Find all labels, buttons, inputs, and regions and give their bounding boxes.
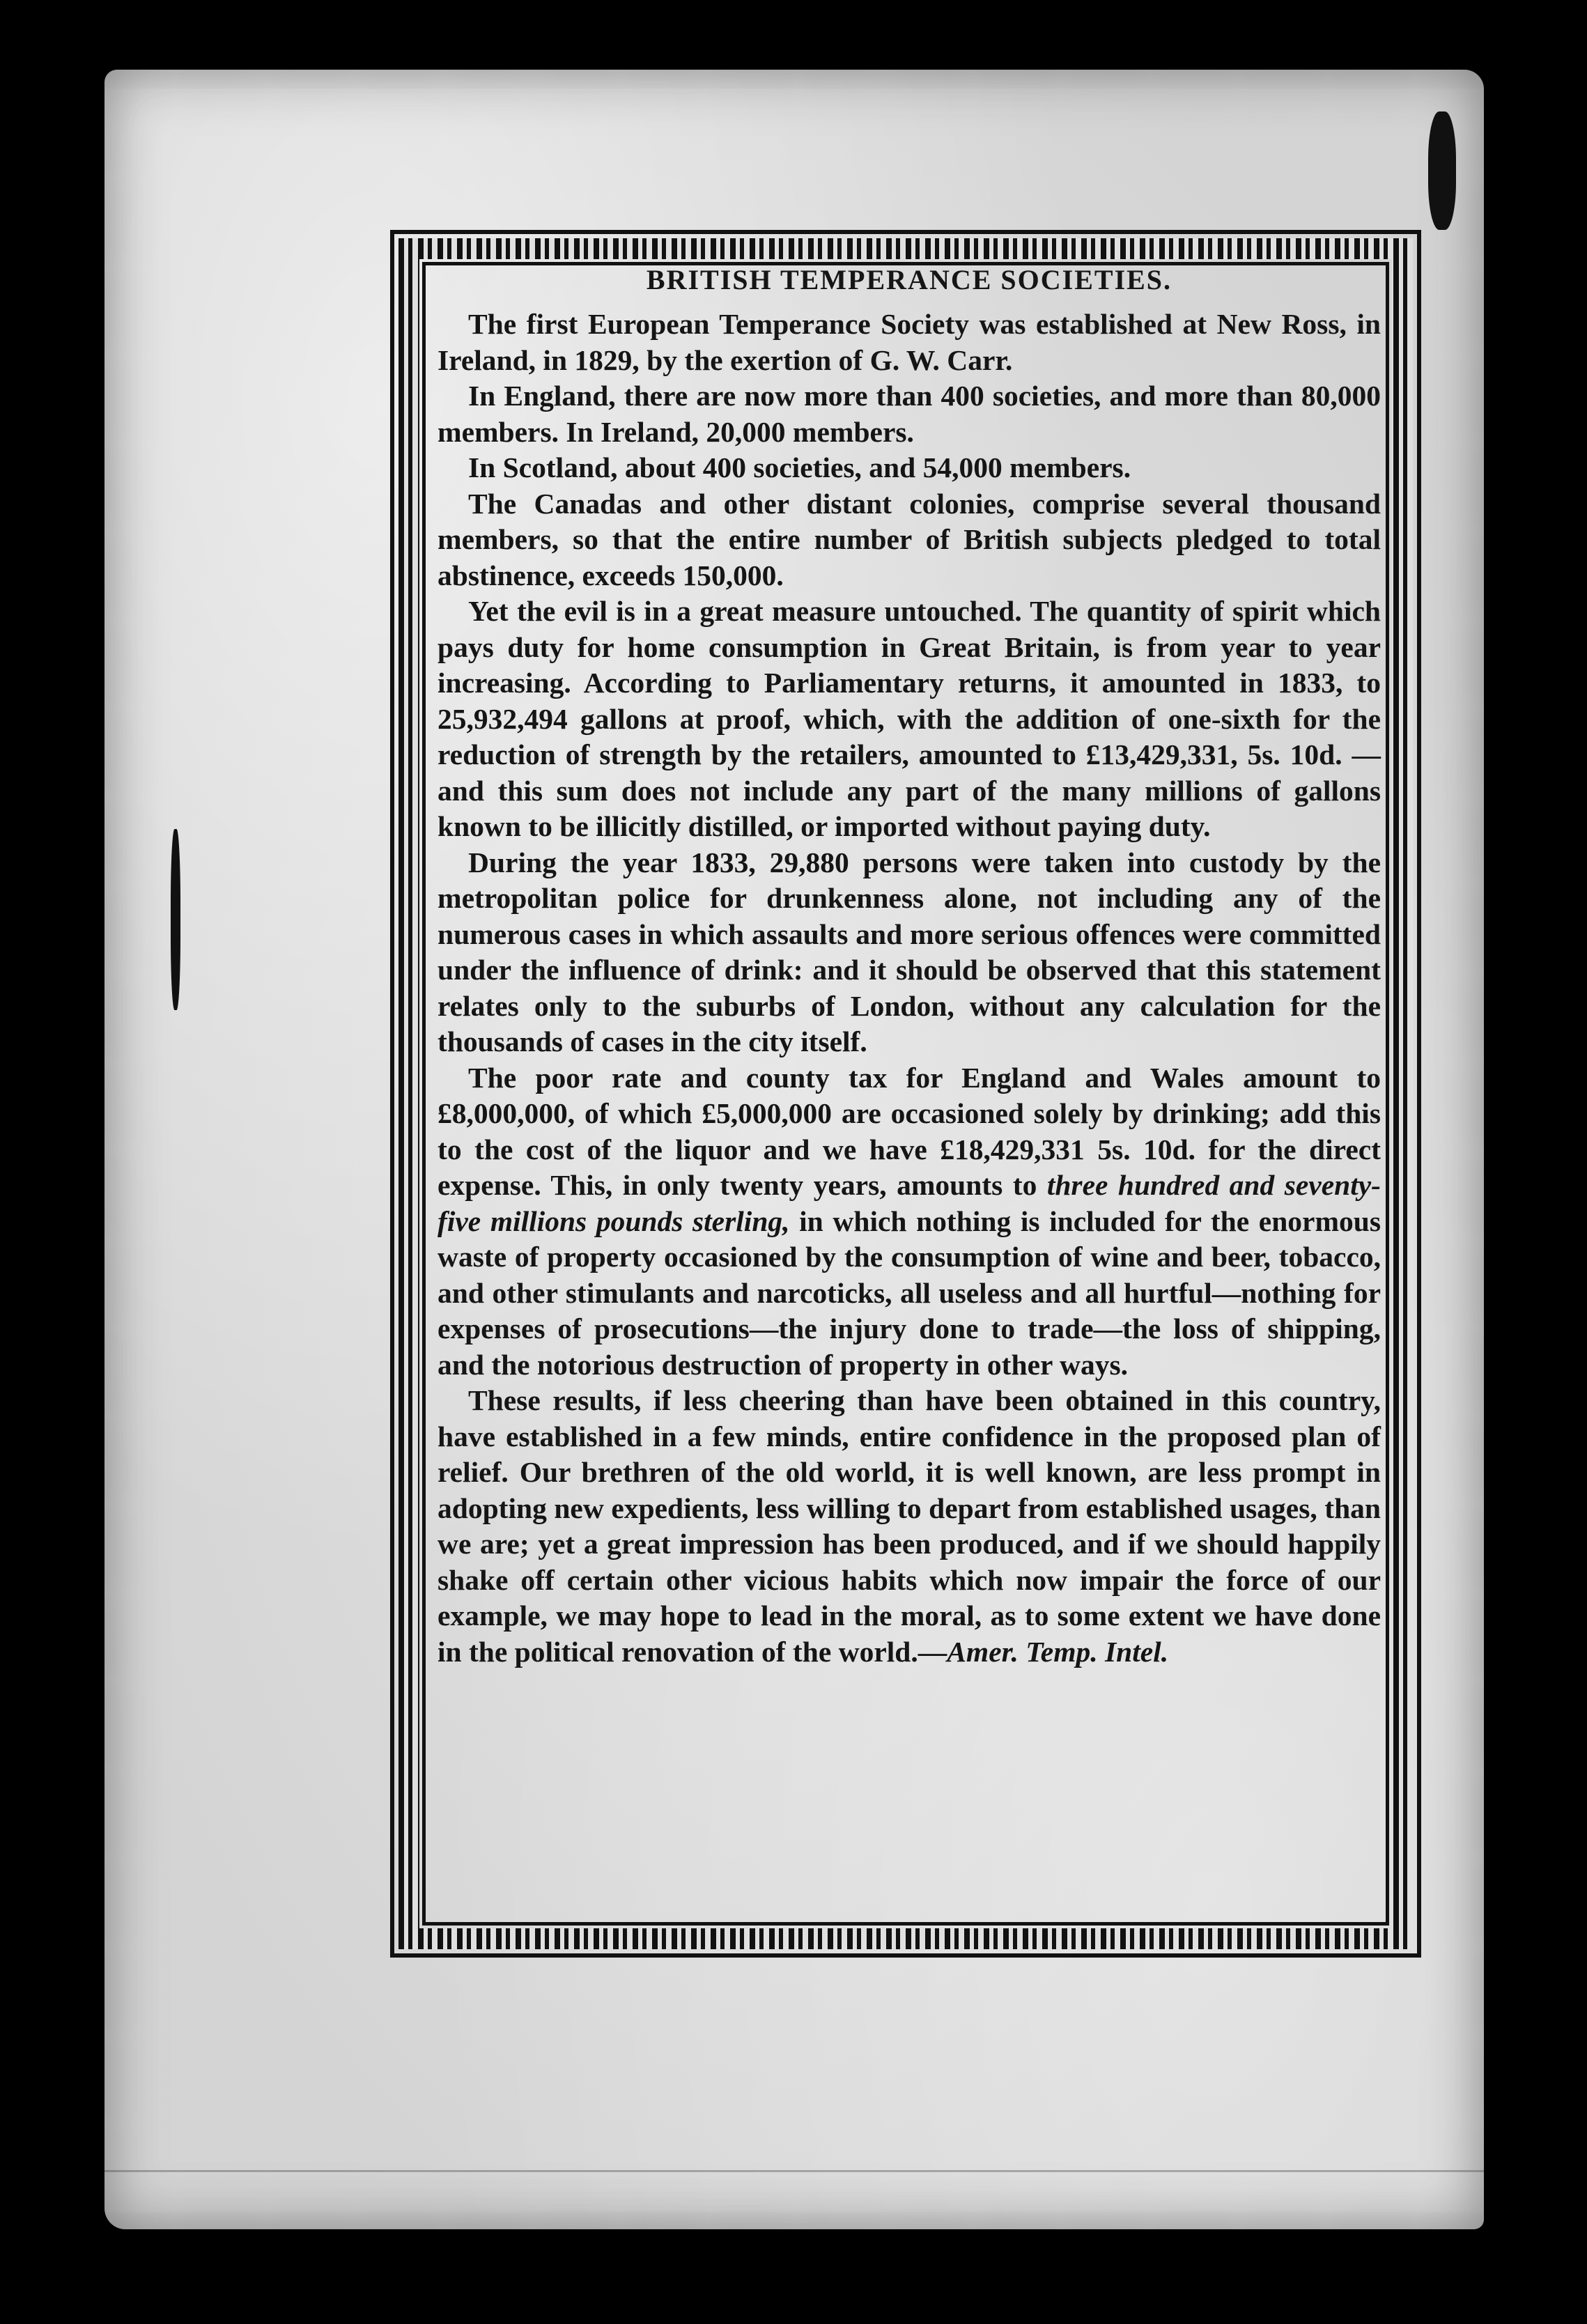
ink-smudge [1428, 111, 1456, 230]
paragraph-text: The poor rate and county tax for England and Wales amount to £8,000,000, of which £5,000,000 are occasioned solely by drinking; add this to the cost of the liquor and we have £18,429,331 5s. 10d. for the direct expense. This, in only twenty years, amounts to [438, 1061, 1381, 1201]
paragraph: In England, there are now more than 400 societies, and more than 80,000 members. In Ireland, 20,000 members. [438, 380, 1381, 448]
paragraph-text: in which nothing is included for the enormous waste of property occasioned by the consumption of wine and beer, tobacco, and other stimulants and narcoticks, all useless and all hurtful—nothing for expenses of prosecutions—the injury done to trade—the loss of shipping, and the notorious destruction of property in other ways. [438, 1204, 1381, 1381]
paragraph: The first European Temperance Society was established at New Ross, in Ireland, in 1829, by the exertion of G. W. Carr. [438, 308, 1381, 376]
greek-key-border-frame [390, 230, 1421, 1958]
source-citation: Amer. Temp. Intel. [947, 1635, 1169, 1668]
paragraph: The Canadas and other distant colonies, comprise several thousand members, so that the entire number of British subjects pledged to total abstinence, exceeds 150,000. [438, 487, 1381, 591]
emphasized-text: three hundred and seventy-five millions pounds sterling, [438, 1169, 1381, 1237]
ink-smudge [171, 829, 180, 1010]
paragraph-text: These results, if less cheering than have been obtained in this country, have established in a few minds, entire confidence in the proposed plan of relief. Our brethren of the old world, it is well known, are less prompt in adopting new expedients, less willing to depart from established usages, than we are; yet a great impression has been produced, and if we should happily shake off certain other vicious habits which now impair the force of our example, we may hope to lead in the moral, as to some extent we have done in the political renovation of the world.— [438, 1384, 1381, 1668]
paragraph: Yet the evil is in a great measure untouched. The quantity of spirit which pays duty for home consumption in Great Britain, is from year to year increasing. According to Parliamentary returns, it amounted in 1833, to 25,932,494 gallons at proof, which, with the addition of one-sixth for the reduction of strength by the retailers, amounted to £13,429,331, 5s. 10d. —and this sum does not include any part of the many millions of gallons known to be illicitly distilled, or imported without paying duty. [438, 595, 1381, 842]
page-crease [104, 2170, 1484, 2172]
paragraph: In Scotland, about 400 societies, and 54,000 members. [468, 451, 1131, 483]
paragraph [438, 1060, 1381, 1384]
article-body [438, 263, 1381, 1926]
paragraph [438, 1383, 1381, 1670]
paragraph: During the year 1833, 29,880 persons were taken into custody by the metropolitan police for drunkenness alone, not including any of the numerous cases in which assaults and more serious offences were committed under the influence of drink: and it should be observed that this statement relates only to the suburbs of London, without any calculation for the thousands of cases in the city itself. [438, 846, 1381, 1058]
article-title: BRITISH TEMPERANCE SOCIETIES. [646, 264, 1172, 295]
